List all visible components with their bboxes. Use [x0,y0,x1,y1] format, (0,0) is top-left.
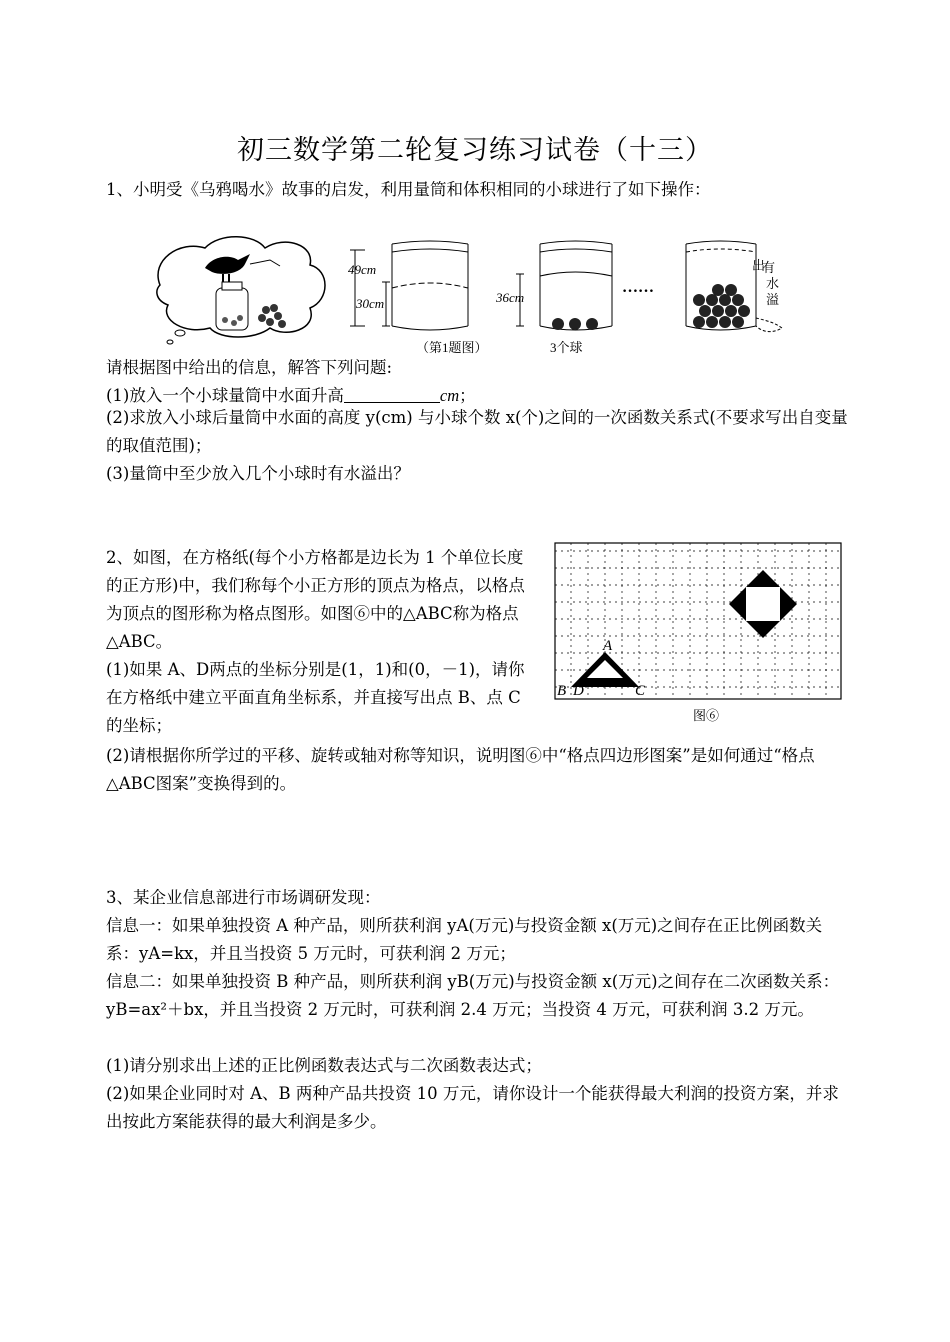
q2-text-1: 2、如图，在方格纸(每个小方格都是边长为 1 个单位长度的正方形)中，我们称每个小正方形的顶点为格点，以格点为顶点的图形称为格点图形。如图⑥中的△ABC称为格点△ABC。 [106,548,525,651]
q1-part2: (2)求放入小球后量筒中水面的高度 y(cm) 与小球个数 x(个)之间的一次函数关系式(不要求写出自变量的取值范围)； [106,408,848,455]
q1-figure [150,230,810,360]
q3-part2: (2)如果企业同时对 A、B 两种产品共投资 10 万元，请你设计一个能获得最大利润的投资方案，并求出按此方案能获得的最大利润是多少。 [106,1084,839,1131]
q1-part1-end: ； [459,386,476,405]
label-3-balls: 3个球 [550,340,583,355]
label-36cm: 36cm [496,290,525,305]
cylinder-3 [686,241,782,332]
q1-lead: 请根据图中给出的信息，解答下列问题: [106,358,393,377]
overflow-label-1: 有 [762,260,776,275]
crow-cloud-illustration [157,237,325,344]
label-B: B [557,683,567,699]
cylinder-2 [495,241,612,355]
q1-part1-text: (1)放入一个小球量筒中水面升高 [106,386,344,405]
page-title: 初三数学第二轮复习练习试卷（十三） [237,135,713,166]
cylinder-1 [348,241,468,330]
q1-intro: 1、小明受《乌鸦喝水》故事的启发，利用量筒和体积相同的小球进行了如下操作： [106,180,711,199]
q1-part1-unit: cm [439,386,460,405]
label-C: C [635,683,646,699]
q1-part3: (3)量筒中至少放入几个小球时有水溢出？ [106,464,410,483]
q1-answer-blank[interactable] [344,384,440,403]
q2-text-2: (1)如果 A、D两点的坐标分别是(1，1)和(0，－1)，请你在方格纸中建立平面直角坐标系，并直接写出点 B、点 C的坐标； [106,660,525,735]
ellipsis-dots: …… [622,279,654,296]
label-49cm: 49cm [348,262,377,277]
q2-text-3: (2)请根据你所学过的平移、旋转或轴对称等知识，说明图⑥中“格点四边形图案”是如何通过“格点△ABC图案”变换得到的。 [106,746,815,793]
overflow-label-4: 出 [752,258,766,273]
q3-info2: 信息二：如果单独投资 B 种产品，则所获利润 yB(万元)与投资金额 x(万元)之间存在二次函数关系：yB=ax²＋bx，并且当投资 2 万元时，可获利润 2.4 万元；当投资 4 万元，可获利润 3.2 万元。 [106,972,840,1019]
q1-figure-svg [150,230,810,360]
q3-intro: 3、某企业信息部进行市场调研发现： [106,888,381,907]
q2-grid-svg [553,540,843,725]
q3-part1: (1)请分别求出上述的正比例函数表达式与二次函数表达式； [106,1056,542,1075]
label-A: A [603,638,613,654]
label-30cm: 30cm [356,296,385,311]
q2-figure-caption: 图⑥ [693,708,720,723]
label-D: D [573,683,584,699]
q2-grid-figure [553,540,843,725]
overflow-label-2: 水 [766,276,780,291]
q1-figure-caption: （第1题图） [416,340,488,355]
overflow-label-3: 溢 [766,292,780,307]
quadrilateral-inner-square [746,587,780,621]
q3-info1: 信息一：如果单独投资 A 种产品，则所获利润 yA(万元)与投资金额 x(万元)之间存在正比例函数关系：yA=kx，并且当投资 5 万元时，可获利润 2 万元； [106,916,823,963]
